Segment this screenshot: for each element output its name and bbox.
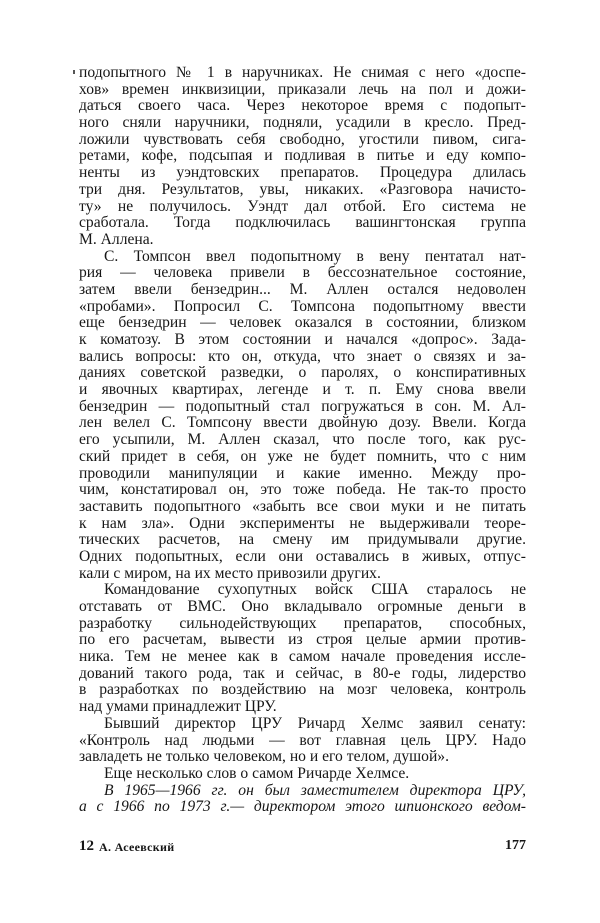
text-line: ский придет в себя, он уже не будет помнить, что с ним: [79, 448, 526, 465]
paragraph: [79, 65, 526, 249]
text-line: дований такого рода, так и сейчас, в 80-е годы, лидерство: [79, 665, 526, 682]
page-footer: [79, 838, 526, 856]
text-line: вались вопросы: кто он, откуда, что знает о связях и за-: [79, 348, 526, 365]
paragraph: [79, 716, 526, 766]
paragraph: [79, 783, 526, 816]
text-line: чим, констатировал он, это тоже победа. Не так-то просто: [79, 482, 526, 499]
text-line: «Контроль над людьми — вот главная цель ЦРУ. Надо: [79, 732, 526, 749]
page-body: [79, 65, 526, 816]
text-line: к нам зла». Одни эксперименты не выдерживали теоре-: [79, 515, 526, 532]
signature-number: 12: [79, 838, 94, 854]
text-line: даться своего часа. Через некоторое время с подопыт-: [79, 98, 526, 115]
text-line: ного сняли наручники, подняли, усадили в кресло. Пред-: [79, 115, 526, 132]
text-line: кали с миром, на их место привозили других.: [79, 565, 381, 582]
paragraph: [79, 766, 526, 783]
text-line: в разработках по воздействию на мозг человека, контроль: [79, 682, 526, 699]
text-line: ту» не получилось. Уэндт дал отбой. Его система не: [79, 198, 526, 215]
text-line: М. Аллена.: [79, 231, 154, 248]
margin-mark: [73, 70, 75, 74]
text-line: еще бензедрин — человек оказался в состоянии, близком: [79, 315, 526, 332]
page-number: 177: [505, 838, 526, 853]
text-line: заставить подопытного «забыть все свои муки и не питать: [79, 498, 526, 515]
text-line: В 1965—1966 гг. он был заместителем директора ЦРУ,: [104, 782, 526, 799]
text-line: С. Томпсон ввел подопытному в вену пентатал нат-: [104, 248, 526, 265]
text-line: Одних подопытных, если они оставались в живых, отпус-: [79, 548, 526, 565]
text-line: лен велел С. Томпсону ввести двойную дозу. Ввели. Когда: [79, 415, 526, 432]
text-line: отставать от ВМС. Оно вкладывало огромные деньги в: [79, 599, 526, 615]
text-line: его усыпили, М. Аллен сказал, что после того, как рус-: [79, 432, 526, 449]
text-line: «пробами». Попросил С. Томпсона подопытному ввести: [79, 298, 526, 315]
text-line: а с 1966 по 1973 г.— директором этого шпионского ведом-: [79, 799, 526, 816]
text-line: тических расчетов, на смену им придумывали другие.: [79, 532, 526, 549]
text-line: завладеть не только человеком, но и его телом, душой».: [79, 749, 450, 766]
paragraph: [79, 249, 526, 583]
text-line: к коматозу. В этом состоянии и начался «допрос». Зада-: [79, 332, 526, 348]
text-line: над умами принадлежит ЦРУ.: [79, 699, 277, 716]
text-line: сработала. Тогда подключилась вашингтонская группа: [79, 215, 526, 232]
author-name: А. Асеевский: [99, 840, 175, 854]
text-line: даниях советской разведки, о паролях, о конспиративных: [79, 365, 526, 382]
text-line: бензедрин — подопытный стал погружаться в сон. М. Ал-: [79, 398, 526, 415]
text-line: ретами, кофе, подсыпая и подливая в питье и еду компо-: [79, 148, 526, 165]
text-line: Бывший директор ЦРУ Ричард Хелмс заявил сенату:: [104, 715, 526, 732]
text-line: ненты из уэндтовских препаратов. Процедура длилась: [79, 165, 526, 182]
text-line: проводили манипуляции и какие именно. Между про-: [79, 465, 526, 482]
text-line: Командование сухопутных войск США старалось не: [104, 582, 526, 599]
text-line: по его расчетам, вывести из строя целые армии против-: [79, 632, 526, 649]
text-line: хов» времен инквизиции, приказали лечь на пол и дожи-: [79, 81, 526, 98]
text-line: затем ввели бензедрин... М. Аллен остался недоволен: [79, 281, 526, 298]
text-line: разработку сильнодействующих препаратов, способных,: [79, 615, 526, 632]
text-line: и явочных квартирах, легенде и т. п. Ему снова ввели: [79, 382, 526, 399]
text-line: ника. Тем не менее как в самом начале проведения иссле-: [79, 649, 526, 666]
text-line: ложили чувствовать себя свободно, угостили пивом, сига-: [79, 131, 526, 148]
paragraph: [79, 582, 526, 716]
text-line: рия — человека привели в бессознательное состояние,: [79, 265, 526, 282]
text-line: подопытного № 1 в наручниках. Не снимая с него «доспе-: [79, 65, 526, 81]
text-line: три дня. Результатов, увы, никаких. «Разговора начисто-: [79, 181, 526, 198]
text-line: Еще несколько слов о самом Ричарде Хелмсе.: [104, 765, 410, 782]
